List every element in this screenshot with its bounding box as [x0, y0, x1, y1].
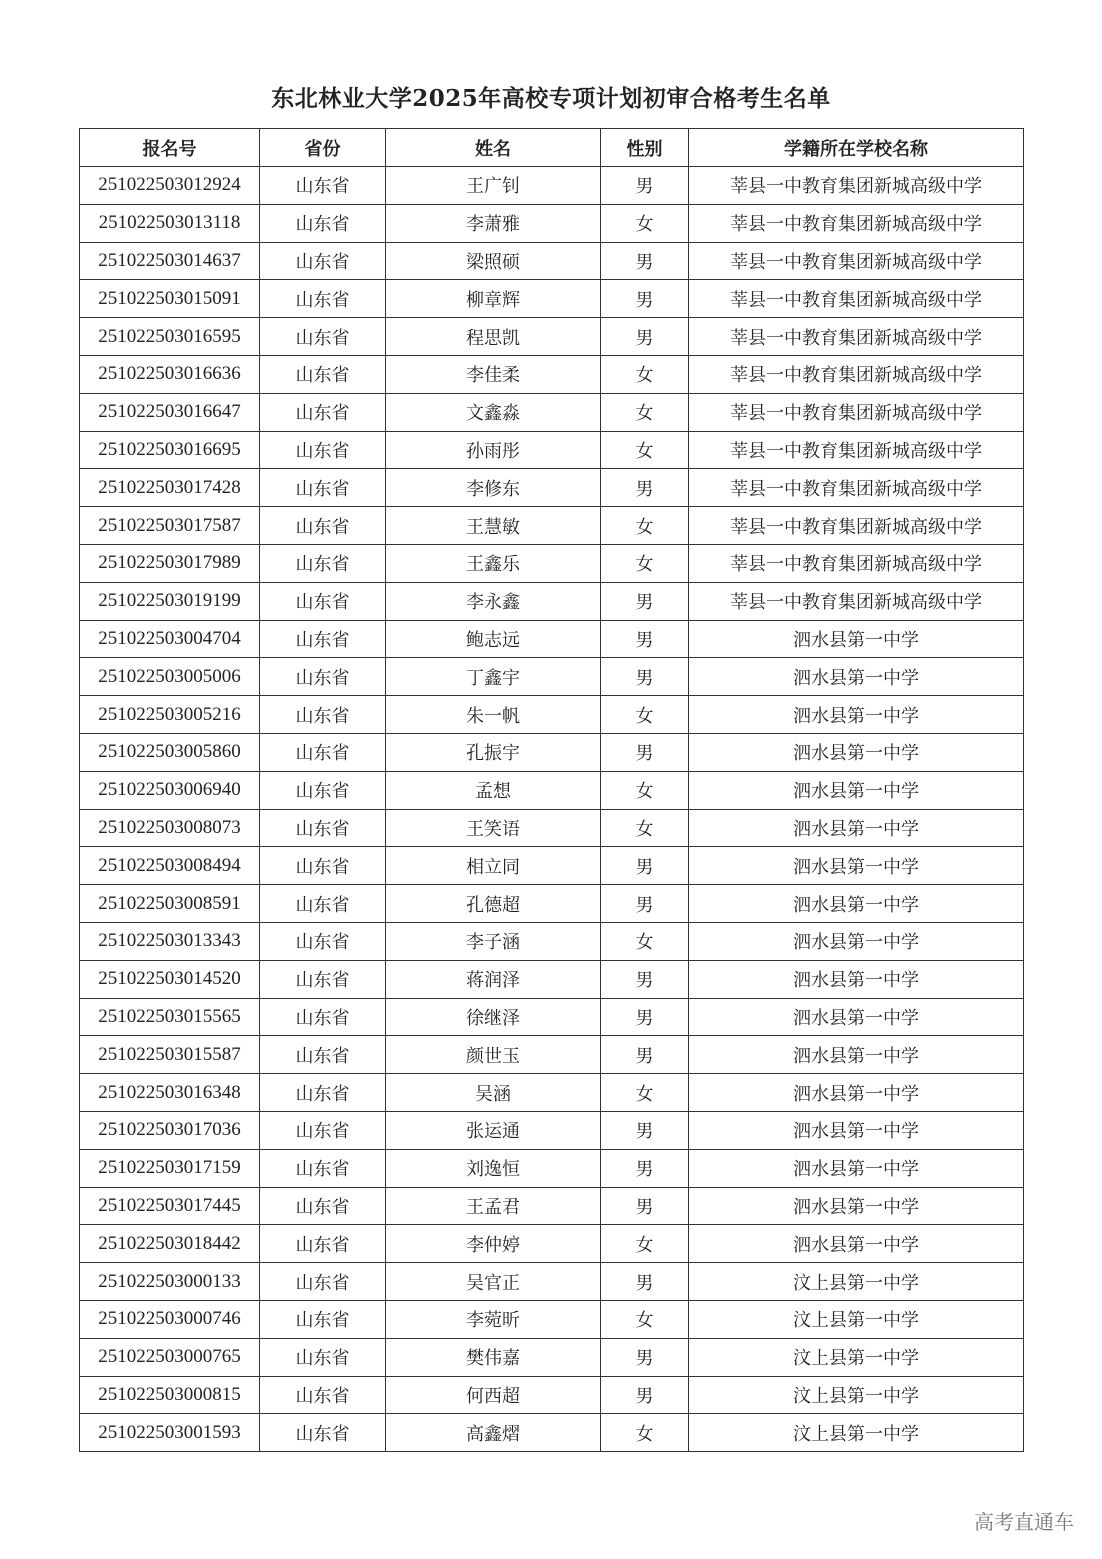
registration-number-cell: 251022503004704	[80, 620, 260, 658]
registration-number-cell: 251022503008591	[80, 885, 260, 923]
table-row	[80, 431, 1024, 469]
gender-cell: 男	[601, 469, 689, 507]
name-cell: 孔德超	[386, 885, 601, 923]
table-row	[80, 507, 1024, 545]
registration-number-cell: 251022503018442	[80, 1225, 260, 1263]
gender-cell: 男	[601, 847, 689, 885]
watermark: 高考直通车	[974, 1510, 1074, 1534]
table-row	[80, 393, 1024, 431]
school-cell: 汶上县第一中学	[689, 1376, 1024, 1414]
province-cell: 山东省	[260, 469, 386, 507]
province-cell: 山东省	[260, 393, 386, 431]
province-cell: 山东省	[260, 809, 386, 847]
document-title: 东北林业大学2025年高校专项计划初审合格考生名单	[271, 85, 831, 112]
name-cell: 程思凯	[386, 318, 601, 356]
gender-cell: 女	[601, 1300, 689, 1338]
table-row	[80, 242, 1024, 280]
gender-cell: 女	[601, 544, 689, 582]
table-row	[80, 733, 1024, 771]
gender-cell: 女	[601, 1414, 689, 1452]
name-cell: 王鑫乐	[386, 544, 601, 582]
registration-number-cell: 251022503016636	[80, 355, 260, 393]
gender-cell: 男	[601, 998, 689, 1036]
registration-number-cell: 251022503019199	[80, 582, 260, 620]
table-row	[80, 771, 1024, 809]
name-cell: 相立同	[386, 847, 601, 885]
school-cell: 泗水县第一中学	[689, 696, 1024, 734]
table-row	[80, 1187, 1024, 1225]
name-cell: 王孟君	[386, 1187, 601, 1225]
school-cell: 泗水县第一中学	[689, 733, 1024, 771]
province-cell: 山东省	[260, 318, 386, 356]
province-cell: 山东省	[260, 507, 386, 545]
school-cell: 泗水县第一中学	[689, 1074, 1024, 1112]
gender-cell: 男	[601, 582, 689, 620]
registration-number-cell: 251022503016348	[80, 1074, 260, 1112]
registration-number-cell: 251022503017989	[80, 544, 260, 582]
name-cell: 刘逸恒	[386, 1149, 601, 1187]
school-cell: 泗水县第一中学	[689, 620, 1024, 658]
province-cell: 山东省	[260, 582, 386, 620]
school-cell: 莘县一中教育集团新城高级中学	[689, 431, 1024, 469]
gender-cell: 女	[601, 204, 689, 242]
header-school: 学籍所在学校名称	[689, 129, 1024, 167]
name-cell: 王广钊	[386, 167, 601, 205]
registration-number-cell: 251022503008494	[80, 847, 260, 885]
name-cell: 吴官正	[386, 1263, 601, 1301]
province-cell: 山东省	[260, 1376, 386, 1414]
province-cell: 山东省	[260, 242, 386, 280]
table-row	[80, 1263, 1024, 1301]
province-cell: 山东省	[260, 847, 386, 885]
registration-number-cell: 251022503016695	[80, 431, 260, 469]
registration-number-cell: 251022503015091	[80, 280, 260, 318]
name-cell: 张运通	[386, 1111, 601, 1149]
school-cell: 莘县一中教育集团新城高级中学	[689, 318, 1024, 356]
province-cell: 山东省	[260, 1074, 386, 1112]
name-cell: 李菀昕	[386, 1300, 601, 1338]
name-cell: 徐继泽	[386, 998, 601, 1036]
school-cell: 汶上县第一中学	[689, 1300, 1024, 1338]
gender-cell: 女	[601, 355, 689, 393]
table-row	[80, 620, 1024, 658]
registration-number-cell: 251022503017587	[80, 507, 260, 545]
table-row	[80, 809, 1024, 847]
gender-cell: 女	[601, 809, 689, 847]
province-cell: 山东省	[260, 1111, 386, 1149]
province-cell: 山东省	[260, 1338, 386, 1376]
gender-cell: 女	[601, 696, 689, 734]
province-cell: 山东省	[260, 431, 386, 469]
school-cell: 汶上县第一中学	[689, 1263, 1024, 1301]
name-cell: 文鑫淼	[386, 393, 601, 431]
registration-number-cell: 251022503016595	[80, 318, 260, 356]
registration-number-cell: 251022503016647	[80, 393, 260, 431]
school-cell: 泗水县第一中学	[689, 1187, 1024, 1225]
table-row	[80, 1376, 1024, 1414]
name-cell: 王笑语	[386, 809, 601, 847]
table-row	[80, 998, 1024, 1036]
registration-number-cell: 251022503012924	[80, 167, 260, 205]
school-cell: 泗水县第一中学	[689, 1036, 1024, 1074]
name-cell: 何西超	[386, 1376, 601, 1414]
gender-cell: 男	[601, 733, 689, 771]
name-cell: 李永鑫	[386, 582, 601, 620]
header-gender: 性别	[601, 129, 689, 167]
gender-cell: 男	[601, 1111, 689, 1149]
gender-cell: 女	[601, 507, 689, 545]
school-cell: 泗水县第一中学	[689, 847, 1024, 885]
school-cell: 泗水县第一中学	[689, 658, 1024, 696]
table-row	[80, 167, 1024, 205]
registration-number-cell: 251022503015565	[80, 998, 260, 1036]
name-cell: 丁鑫宇	[386, 658, 601, 696]
table-row	[80, 355, 1024, 393]
gender-cell: 男	[601, 280, 689, 318]
province-cell: 山东省	[260, 167, 386, 205]
province-cell: 山东省	[260, 204, 386, 242]
registration-number-cell: 251022503017428	[80, 469, 260, 507]
province-cell: 山东省	[260, 922, 386, 960]
province-cell: 山东省	[260, 1149, 386, 1187]
province-cell: 山东省	[260, 960, 386, 998]
school-cell: 莘县一中教育集团新城高级中学	[689, 167, 1024, 205]
header-registration-number: 报名号	[80, 129, 260, 167]
table-row	[80, 204, 1024, 242]
province-cell: 山东省	[260, 1036, 386, 1074]
gender-cell: 男	[601, 658, 689, 696]
registration-number-cell: 251022503000133	[80, 1263, 260, 1301]
province-cell: 山东省	[260, 885, 386, 923]
header-name: 姓名	[386, 129, 601, 167]
province-cell: 山东省	[260, 1263, 386, 1301]
name-cell: 李子涵	[386, 922, 601, 960]
province-cell: 山东省	[260, 733, 386, 771]
school-cell: 泗水县第一中学	[689, 1149, 1024, 1187]
table-row	[80, 1225, 1024, 1263]
table-row	[80, 544, 1024, 582]
school-cell: 莘县一中教育集团新城高级中学	[689, 242, 1024, 280]
name-cell: 梁照硕	[386, 242, 601, 280]
gender-cell: 男	[601, 1036, 689, 1074]
registration-number-cell: 251022503013343	[80, 922, 260, 960]
registration-number-cell: 251022503017036	[80, 1111, 260, 1149]
province-cell: 山东省	[260, 771, 386, 809]
gender-cell: 男	[601, 1149, 689, 1187]
province-cell: 山东省	[260, 658, 386, 696]
candidate-table	[79, 128, 1024, 1452]
table-row	[80, 847, 1024, 885]
gender-cell: 女	[601, 431, 689, 469]
school-cell: 莘县一中教育集团新城高级中学	[689, 469, 1024, 507]
registration-number-cell: 251022503005860	[80, 733, 260, 771]
registration-number-cell: 251022503005006	[80, 658, 260, 696]
school-cell: 莘县一中教育集团新城高级中学	[689, 280, 1024, 318]
school-cell: 泗水县第一中学	[689, 998, 1024, 1036]
registration-number-cell: 251022503014520	[80, 960, 260, 998]
name-cell: 柳章辉	[386, 280, 601, 318]
name-cell: 孙雨彤	[386, 431, 601, 469]
table-row	[80, 1074, 1024, 1112]
gender-cell: 男	[601, 167, 689, 205]
school-cell: 泗水县第一中学	[689, 1225, 1024, 1263]
table-row	[80, 582, 1024, 620]
school-cell: 泗水县第一中学	[689, 809, 1024, 847]
table-row	[80, 280, 1024, 318]
gender-cell: 男	[601, 885, 689, 923]
school-cell: 泗水县第一中学	[689, 960, 1024, 998]
school-cell: 莘县一中教育集团新城高级中学	[689, 507, 1024, 545]
table-row	[80, 1111, 1024, 1149]
name-cell: 李佳柔	[386, 355, 601, 393]
table-body	[80, 167, 1024, 1452]
table-row	[80, 885, 1024, 923]
school-cell: 泗水县第一中学	[689, 885, 1024, 923]
school-cell: 莘县一中教育集团新城高级中学	[689, 204, 1024, 242]
province-cell: 山东省	[260, 1414, 386, 1452]
school-cell: 莘县一中教育集团新城高级中学	[689, 393, 1024, 431]
name-cell: 孔振宇	[386, 733, 601, 771]
gender-cell: 男	[601, 1263, 689, 1301]
gender-cell: 男	[601, 960, 689, 998]
table-header-row	[80, 129, 1024, 167]
province-cell: 山东省	[260, 355, 386, 393]
province-cell: 山东省	[260, 1187, 386, 1225]
table-row	[80, 1414, 1024, 1452]
name-cell: 鲍志远	[386, 620, 601, 658]
school-cell: 莘县一中教育集团新城高级中学	[689, 544, 1024, 582]
name-cell: 李萧雅	[386, 204, 601, 242]
table-row	[80, 696, 1024, 734]
name-cell: 朱一帆	[386, 696, 601, 734]
school-cell: 莘县一中教育集团新城高级中学	[689, 582, 1024, 620]
province-cell: 山东省	[260, 1300, 386, 1338]
name-cell: 孟想	[386, 771, 601, 809]
gender-cell: 女	[601, 393, 689, 431]
gender-cell: 男	[601, 620, 689, 658]
province-cell: 山东省	[260, 696, 386, 734]
province-cell: 山东省	[260, 1225, 386, 1263]
province-cell: 山东省	[260, 280, 386, 318]
school-cell: 泗水县第一中学	[689, 1111, 1024, 1149]
name-cell: 李仲婷	[386, 1225, 601, 1263]
gender-cell: 女	[601, 771, 689, 809]
registration-number-cell: 251022503014637	[80, 242, 260, 280]
header-province: 省份	[260, 129, 386, 167]
registration-number-cell: 251022503001593	[80, 1414, 260, 1452]
province-cell: 山东省	[260, 998, 386, 1036]
name-cell: 李修东	[386, 469, 601, 507]
registration-number-cell: 251022503017445	[80, 1187, 260, 1225]
registration-number-cell: 251022503006940	[80, 771, 260, 809]
table-row	[80, 318, 1024, 356]
registration-number-cell: 251022503005216	[80, 696, 260, 734]
table-row	[80, 469, 1024, 507]
name-cell: 樊伟嘉	[386, 1338, 601, 1376]
gender-cell: 男	[601, 1376, 689, 1414]
gender-cell: 女	[601, 1074, 689, 1112]
table-row	[80, 1300, 1024, 1338]
registration-number-cell: 251022503000746	[80, 1300, 260, 1338]
table-row	[80, 960, 1024, 998]
name-cell: 吴涵	[386, 1074, 601, 1112]
table-row	[80, 1149, 1024, 1187]
province-cell: 山东省	[260, 544, 386, 582]
name-cell: 蒋润泽	[386, 960, 601, 998]
gender-cell: 女	[601, 922, 689, 960]
registration-number-cell: 251022503000815	[80, 1376, 260, 1414]
school-cell: 泗水县第一中学	[689, 922, 1024, 960]
gender-cell: 男	[601, 242, 689, 280]
school-cell: 汶上县第一中学	[689, 1338, 1024, 1376]
gender-cell: 男	[601, 318, 689, 356]
registration-number-cell: 251022503013118	[80, 204, 260, 242]
registration-number-cell: 251022503015587	[80, 1036, 260, 1074]
table-row	[80, 922, 1024, 960]
school-cell: 汶上县第一中学	[689, 1414, 1024, 1452]
registration-number-cell: 251022503017159	[80, 1149, 260, 1187]
table-row	[80, 1338, 1024, 1376]
gender-cell: 男	[601, 1187, 689, 1225]
registration-number-cell: 251022503008073	[80, 809, 260, 847]
school-cell: 泗水县第一中学	[689, 771, 1024, 809]
table-row	[80, 1036, 1024, 1074]
name-cell: 王慧敏	[386, 507, 601, 545]
name-cell: 颜世玉	[386, 1036, 601, 1074]
registration-number-cell: 251022503000765	[80, 1338, 260, 1376]
school-cell: 莘县一中教育集团新城高级中学	[689, 355, 1024, 393]
gender-cell: 男	[601, 1338, 689, 1376]
province-cell: 山东省	[260, 620, 386, 658]
table-row	[80, 658, 1024, 696]
gender-cell: 女	[601, 1225, 689, 1263]
name-cell: 高鑫熠	[386, 1414, 601, 1452]
